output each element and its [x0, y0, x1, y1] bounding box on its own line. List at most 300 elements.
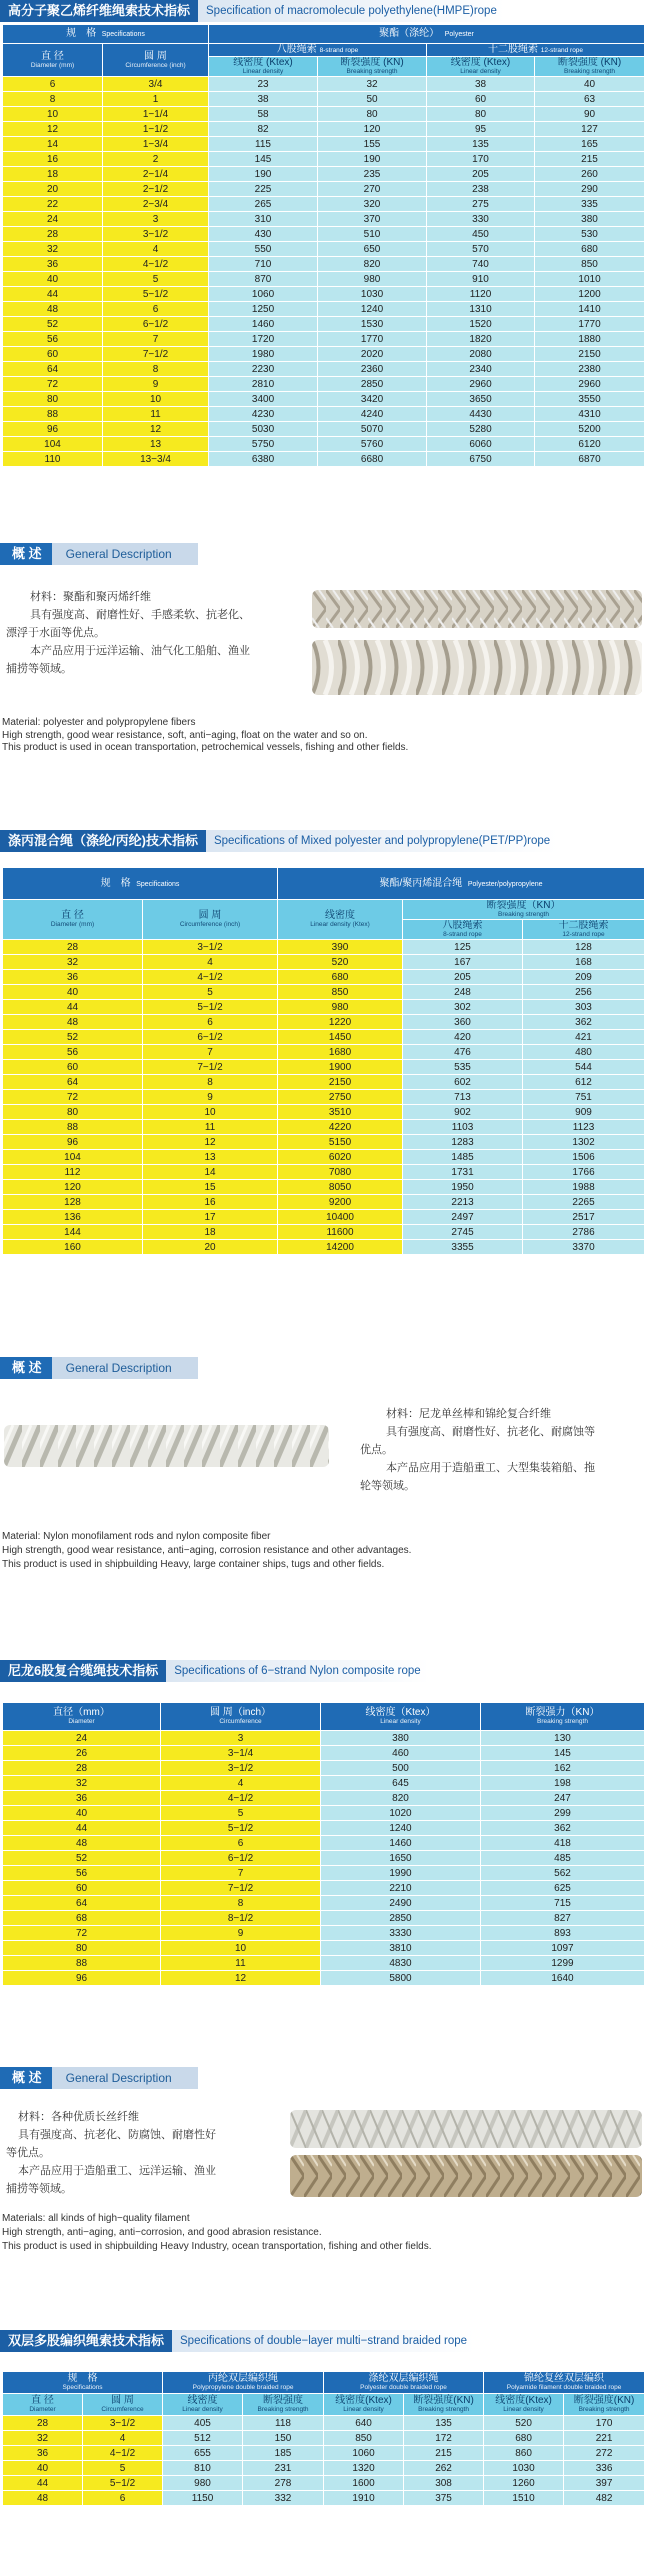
table-row: [3, 122, 645, 137]
breaking-strength-header: 断裂强度(KN) Breaking strength: [404, 2394, 484, 2416]
table-cell: 2265: [523, 1195, 645, 1210]
desc-line: 材料：聚酯和聚丙烯纤维: [30, 591, 151, 603]
table-row: [3, 392, 645, 407]
table-cell: 6680: [318, 452, 427, 467]
desc-line: 具有强度高、抗老化、防腐蚀、耐磨性好: [18, 2129, 216, 2141]
table-cell: 248: [403, 985, 523, 1000]
table-cell: 4: [143, 955, 278, 970]
table-cell: 715: [481, 1896, 645, 1911]
table-cell: 1123: [523, 1120, 645, 1135]
table-cell: 4310: [535, 407, 645, 422]
table-row: [3, 970, 645, 985]
table-cell: 9: [161, 1926, 321, 1941]
table-cell: 5−1/2: [83, 2476, 163, 2491]
overview-label-en: General Description: [52, 2067, 198, 2089]
table-cell: 2−1/2: [103, 182, 209, 197]
table-cell: 96: [3, 1971, 161, 1986]
table-cell: 4230: [209, 407, 318, 422]
table-row: [3, 1746, 645, 1761]
table-cell: 48: [3, 302, 103, 317]
overview-label-cn: 概 述: [0, 2067, 52, 2089]
table-cell: 130: [481, 1731, 645, 1746]
table-cell: 910: [427, 272, 535, 287]
table-cell: 118: [243, 2416, 324, 2431]
table-cell: 6: [83, 2491, 163, 2506]
table-cell: 231: [243, 2461, 324, 2476]
table-cell: 640: [324, 2416, 404, 2431]
table-row: [3, 1821, 645, 1836]
table-cell: 2080: [427, 347, 535, 362]
table-cell: 5760: [318, 437, 427, 452]
table-cell: 40: [3, 272, 103, 287]
material-header: 聚酯/聚丙烯混合绳 Polyester/polypropylene: [278, 868, 645, 900]
table-cell: 88: [3, 1120, 143, 1135]
table-cell: 155: [318, 137, 427, 152]
table-row: [3, 940, 645, 955]
table-cell: 893: [481, 1926, 645, 1941]
table-cell: 2360: [318, 362, 427, 377]
table-cell: 48: [3, 1836, 161, 1851]
table-row: [3, 1015, 645, 1030]
table-cell: 2213: [403, 1195, 523, 1210]
table-cell: 64: [3, 362, 103, 377]
hmpe-description: [6, 588, 306, 678]
table-cell: 1880: [535, 332, 645, 347]
table-cell: 260: [535, 167, 645, 182]
table-cell: 5030: [209, 422, 318, 437]
table-cell: 72: [3, 1926, 161, 1941]
section-title-en: Specifications of Mixed polyester and polypropylene(PET/PP)rope: [206, 830, 558, 852]
table-cell: 1600: [324, 2476, 404, 2491]
table-cell: 88: [3, 1956, 161, 1971]
table-cell: 6750: [427, 452, 535, 467]
table-row: [3, 1000, 645, 1015]
table-cell: 144: [3, 1225, 143, 1240]
en-line: High strength, good wear resistance, anti−aging, corrosion resistance and other advantages.: [2, 1545, 412, 1556]
table-cell: 115: [209, 137, 318, 152]
table-cell: 330: [427, 212, 535, 227]
pet-pp-english-description: [2, 1530, 642, 1572]
table-cell: 1520: [427, 317, 535, 332]
table-cell: 221: [564, 2431, 645, 2446]
table-cell: 1410: [535, 302, 645, 317]
pet-pp-description: [360, 1405, 645, 1495]
table-cell: 4−1/2: [161, 1791, 321, 1806]
table-cell: 1−3/4: [103, 137, 209, 152]
table-row: [3, 1030, 645, 1045]
table-cell: 612: [523, 1075, 645, 1090]
desc-line: 具有强度高、耐磨性好、手感柔软、抗老化、: [30, 609, 250, 621]
table-cell: 290: [535, 182, 645, 197]
table-cell: 2230: [209, 362, 318, 377]
table-cell: 1120: [427, 287, 535, 302]
table-cell: 112: [3, 1165, 143, 1180]
pet-double-braid-header: 涤纶双层编织绳 Polyester double braided rope: [324, 2372, 484, 2394]
en-line: Material: Nylon monofilament rods and nylon composite fiber: [2, 1531, 271, 1542]
table-cell: 3370: [523, 1240, 645, 1255]
table-row: [3, 1135, 645, 1150]
table-cell: 170: [427, 152, 535, 167]
table-cell: 60: [3, 347, 103, 362]
table-cell: 13−3/4: [103, 452, 209, 467]
table-cell: 1460: [209, 317, 318, 332]
desc-line: 捕捞等领域。: [6, 663, 72, 675]
section-title-en: Specifications of 6−strand Nylon composite rope: [166, 1660, 428, 1682]
desc-line: 轮等领域。: [360, 1480, 415, 1492]
desc-line: 捕捞等领域。: [6, 2183, 72, 2195]
table-cell: 4220: [278, 1120, 403, 1135]
table-cell: 680: [278, 970, 403, 985]
table-cell: 405: [163, 2416, 243, 2431]
pp-double-braid-header: 丙纶双层编织绳 Polypropylene double braided rope: [163, 2372, 324, 2394]
linear-density-header: 线密度 (Ktex) Linear density: [427, 57, 535, 77]
table-row: [3, 1941, 645, 1956]
table-cell: 418: [481, 1836, 645, 1851]
table-cell: 544: [523, 1060, 645, 1075]
table-row: [3, 1926, 645, 1941]
table-cell: 2960: [535, 377, 645, 392]
table-cell: 480: [523, 1045, 645, 1060]
diameter-header: 直 径 Diameter (mm): [3, 44, 103, 77]
table-cell: 1650: [321, 1851, 481, 1866]
table-cell: 1770: [535, 317, 645, 332]
linear-density-header: 线密度(Ktex) Linear density: [484, 2394, 564, 2416]
table-cell: 1299: [481, 1956, 645, 1971]
table-cell: 850: [535, 257, 645, 272]
table-cell: 14: [143, 1165, 278, 1180]
table-cell: 3/4: [103, 77, 209, 92]
table-cell: 850: [278, 985, 403, 1000]
table-cell: 4240: [318, 407, 427, 422]
table-cell: 1720: [209, 332, 318, 347]
table-cell: 14: [3, 137, 103, 152]
table-cell: 24: [3, 212, 103, 227]
table-row: [3, 332, 645, 347]
table-row: [3, 1806, 645, 1821]
en-line: Materials: all kinds of high−quality filament: [2, 2213, 190, 2224]
table-cell: 6: [143, 1015, 278, 1030]
table-cell: 18: [3, 167, 103, 182]
table-cell: 336: [564, 2461, 645, 2476]
table-row: [3, 1105, 645, 1120]
table-cell: 1010: [535, 272, 645, 287]
table-cell: 265: [209, 197, 318, 212]
table-cell: 1770: [318, 332, 427, 347]
twisted-rope-image: [4, 1425, 329, 1467]
table-cell: 5070: [318, 422, 427, 437]
twelve-strand-header: 十二股绳索 12-strand rope: [427, 44, 645, 57]
table-cell: 3650: [427, 392, 535, 407]
nylon-spec-table: [2, 1702, 645, 1986]
table-cell: 1320: [324, 2461, 404, 2476]
table-cell: 44: [3, 1000, 143, 1015]
table-row: [3, 1240, 645, 1255]
table-cell: 8050: [278, 1180, 403, 1195]
table-cell: 645: [321, 1776, 481, 1791]
table-row: [3, 1911, 645, 1926]
table-row: [3, 1150, 645, 1165]
table-cell: 168: [523, 955, 645, 970]
table-cell: 28: [3, 2416, 83, 2431]
table-cell: 9: [143, 1090, 278, 1105]
table-row: [3, 1180, 645, 1195]
table-cell: 5800: [321, 1971, 481, 1986]
table-cell: 2: [103, 152, 209, 167]
section-title-bar: [0, 2330, 647, 2352]
table-cell: 9: [103, 377, 209, 392]
braided-rope-image: [312, 640, 642, 695]
table-cell: 215: [535, 152, 645, 167]
table-cell: 3: [103, 212, 209, 227]
breaking-strength-header: 断裂强度 (KN) Breaking strength: [535, 57, 645, 77]
table-cell: 12: [103, 422, 209, 437]
table-cell: 256: [523, 985, 645, 1000]
table-cell: 2850: [321, 1911, 481, 1926]
table-cell: 235: [318, 167, 427, 182]
table-cell: 56: [3, 1045, 143, 1060]
table-cell: 5280: [427, 422, 535, 437]
eight-strand-header: 八股绳索 8-strand rope: [209, 44, 427, 57]
table-cell: 167: [403, 955, 523, 970]
table-cell: 10: [143, 1105, 278, 1120]
table-cell: 3330: [321, 1926, 481, 1941]
table-cell: 6870: [535, 452, 645, 467]
table-cell: 602: [403, 1075, 523, 1090]
table-cell: 3−1/2: [161, 1761, 321, 1776]
table-row: [3, 1956, 645, 1971]
table-cell: 2210: [321, 1881, 481, 1896]
table-row: [3, 407, 645, 422]
table-cell: 215: [404, 2446, 484, 2461]
linear-density-header: 线密度 Linear density (Ktex): [278, 900, 403, 940]
table-cell: 209: [523, 970, 645, 985]
table-cell: 430: [209, 227, 318, 242]
table-cell: 7: [143, 1045, 278, 1060]
section-title-cn: 高分子聚乙烯纤维绳索技术指标: [0, 0, 198, 22]
table-cell: 52: [3, 317, 103, 332]
table-row: [3, 1836, 645, 1851]
table-cell: 80: [427, 107, 535, 122]
section-title-en: Specification of macromolecule polyethylene(HMPE)rope: [198, 0, 505, 22]
table-cell: 1020: [321, 1806, 481, 1821]
table-cell: 150: [243, 2431, 324, 2446]
table-cell: 64: [3, 1896, 161, 1911]
en-line: This product is used in ocean transportation, petrochemical vessels, fishing and other fields.: [2, 742, 409, 753]
table-cell: 1680: [278, 1045, 403, 1060]
table-cell: 3400: [209, 392, 318, 407]
table-cell: 7−1/2: [103, 347, 209, 362]
table-cell: 125: [403, 940, 523, 955]
linear-density-header: 线密度 Linear density: [163, 2394, 243, 2416]
twelve-strand-header: 十二股绳索 12-strand rope: [523, 920, 645, 940]
table-cell: 170: [564, 2416, 645, 2431]
en-line: High strength, anti−aging, anti−corrosion, and good abrasion resistance.: [2, 2227, 322, 2238]
table-row: [3, 92, 645, 107]
table-row: [3, 2431, 645, 2446]
table-cell: 362: [481, 1821, 645, 1836]
table-cell: 1506: [523, 1150, 645, 1165]
overview-label-en: General Description: [52, 543, 198, 565]
table-cell: 32: [3, 1776, 161, 1791]
table-cell: 1: [103, 92, 209, 107]
diameter-header: 直 径 Diameter: [3, 2394, 83, 2416]
table-cell: 80: [3, 392, 103, 407]
desc-line: 漂浮于水面等优点。: [6, 627, 105, 639]
table-row: [3, 2461, 645, 2476]
table-cell: 32: [3, 955, 143, 970]
table-cell: 80: [3, 1105, 143, 1120]
table-cell: 1485: [403, 1150, 523, 1165]
table-row: [3, 272, 645, 287]
table-cell: 135: [427, 137, 535, 152]
table-cell: 64: [3, 1075, 143, 1090]
table-cell: 3355: [403, 1240, 523, 1255]
table-cell: 18: [143, 1225, 278, 1240]
table-cell: 28: [3, 1761, 161, 1776]
table-cell: 12: [3, 122, 103, 137]
table-cell: 3420: [318, 392, 427, 407]
table-cell: 36: [3, 1791, 161, 1806]
table-cell: 80: [3, 1941, 161, 1956]
table-cell: 58: [209, 107, 318, 122]
table-cell: 655: [163, 2446, 243, 2461]
table-cell: 145: [481, 1746, 645, 1761]
table-cell: 375: [404, 2491, 484, 2506]
table-cell: 1103: [403, 1120, 523, 1135]
table-cell: 52: [3, 1030, 143, 1045]
table-cell: 2850: [318, 377, 427, 392]
table-cell: 1910: [324, 2491, 404, 2506]
desc-line: 材料：尼龙单丝棒和锦纶复合纤维: [386, 1408, 551, 1420]
table-cell: 32: [3, 2431, 83, 2446]
table-cell: 10: [3, 107, 103, 122]
table-cell: 1530: [318, 317, 427, 332]
en-line: Material: polyester and polypropylene fibers: [2, 717, 196, 728]
linear-density-header: 线密度（Ktex） Linear density: [321, 1703, 481, 1731]
table-cell: 185: [243, 2446, 324, 2461]
table-cell: 190: [209, 167, 318, 182]
table-cell: 2020: [318, 347, 427, 362]
table-cell: 38: [209, 92, 318, 107]
table-cell: 820: [321, 1791, 481, 1806]
table-row: [3, 1120, 645, 1135]
pet-pp-spec-table: [2, 867, 645, 1255]
section-title-bar: [0, 0, 647, 22]
table-cell: 10: [161, 1941, 321, 1956]
table-cell: 5150: [278, 1135, 403, 1150]
table-cell: 56: [3, 332, 103, 347]
table-cell: 28: [3, 227, 103, 242]
hmpe-section: [0, 0, 647, 467]
table-cell: 4: [103, 242, 209, 257]
table-cell: 96: [3, 1135, 143, 1150]
table-cell: 6060: [427, 437, 535, 452]
table-cell: 2517: [523, 1210, 645, 1225]
table-cell: 10: [103, 392, 209, 407]
braided-rope-image: [312, 590, 642, 628]
table-cell: 2786: [523, 1225, 645, 1240]
table-cell: 740: [427, 257, 535, 272]
en-line: This product is used in shipbuilding Heavy Industry, ocean transportation, fishing and other fields.: [2, 2241, 432, 2252]
table-cell: 6380: [209, 452, 318, 467]
table-cell: 8−1/2: [161, 1911, 321, 1926]
table-row: [3, 182, 645, 197]
table-row: [3, 242, 645, 257]
spec-header: 规 格 Specifications: [3, 2372, 163, 2394]
table-cell: 6−1/2: [161, 1851, 321, 1866]
section-title-bar: [0, 1660, 647, 1682]
table-cell: 6: [103, 302, 209, 317]
table-cell: 1510: [484, 2491, 564, 2506]
braided-rope-image: [290, 2155, 642, 2197]
table-cell: 120: [3, 1180, 143, 1195]
breaking-strength-header: 断裂强度 Breaking strength: [243, 2394, 324, 2416]
table-row: [3, 1090, 645, 1105]
table-row: [3, 317, 645, 332]
table-cell: 550: [209, 242, 318, 257]
table-cell: 24: [3, 1731, 161, 1746]
table-cell: 1−1/4: [103, 107, 209, 122]
table-cell: 205: [403, 970, 523, 985]
table-row: [3, 2476, 645, 2491]
table-cell: 820: [318, 257, 427, 272]
table-row: [3, 1075, 645, 1090]
table-cell: 120: [318, 122, 427, 137]
table-cell: 2150: [535, 347, 645, 362]
table-cell: 4430: [427, 407, 535, 422]
table-cell: 530: [535, 227, 645, 242]
table-row: [3, 1225, 645, 1240]
table-cell: 870: [209, 272, 318, 287]
table-cell: 38: [427, 77, 535, 92]
table-cell: 5−1/2: [103, 287, 209, 302]
table-cell: 48: [3, 1015, 143, 1030]
table-cell: 2−1/4: [103, 167, 209, 182]
table-cell: 5200: [535, 422, 645, 437]
table-cell: 20: [3, 182, 103, 197]
table-cell: 850: [324, 2431, 404, 2446]
table-cell: 275: [427, 197, 535, 212]
table-row: [3, 77, 645, 92]
table-row: [3, 287, 645, 302]
table-cell: 198: [481, 1776, 645, 1791]
table-cell: 380: [321, 1731, 481, 1746]
table-row: [3, 1761, 645, 1776]
diameter-header: 直径（mm） Diameter: [3, 1703, 161, 1731]
table-row: [3, 347, 645, 362]
table-cell: 8: [103, 362, 209, 377]
table-cell: 485: [481, 1851, 645, 1866]
table-cell: 11: [161, 1956, 321, 1971]
table-cell: 625: [481, 1881, 645, 1896]
table-cell: 710: [209, 257, 318, 272]
table-cell: 205: [427, 167, 535, 182]
table-cell: 902: [403, 1105, 523, 1120]
table-row: [3, 302, 645, 317]
table-cell: 1820: [427, 332, 535, 347]
table-cell: 5−1/2: [143, 1000, 278, 1015]
table-cell: 5: [83, 2461, 163, 2476]
table-row: [3, 1881, 645, 1896]
table-cell: 23: [209, 77, 318, 92]
table-cell: 2150: [278, 1075, 403, 1090]
table-cell: 3−1/2: [103, 227, 209, 242]
table-cell: 2960: [427, 377, 535, 392]
table-row: [3, 377, 645, 392]
table-cell: 860: [484, 2446, 564, 2461]
circumference-header: 圆 周 Circumference (inch): [103, 44, 209, 77]
table-row: [3, 2416, 645, 2431]
